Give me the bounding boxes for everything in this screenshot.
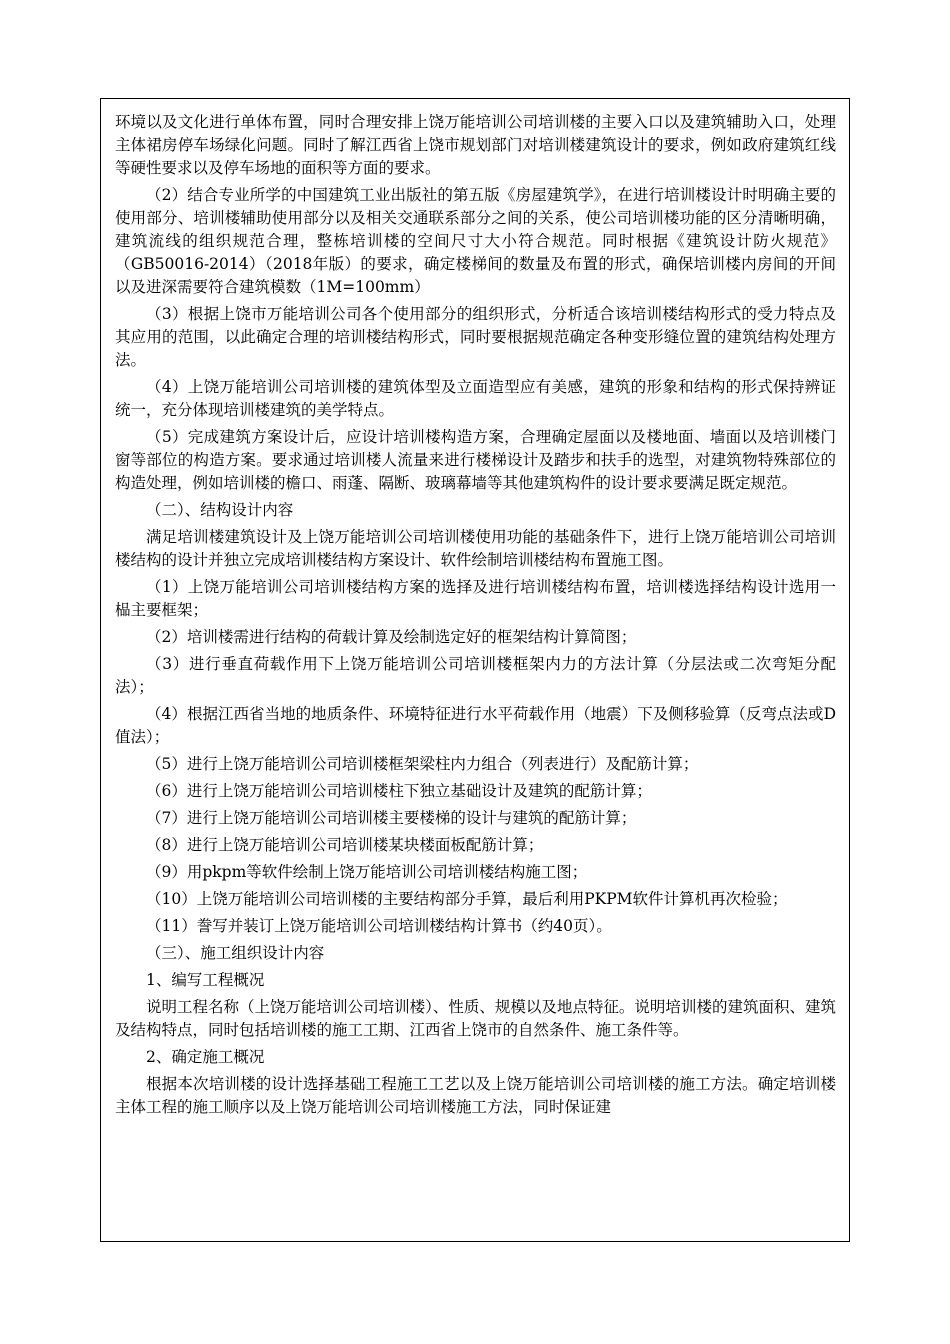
structure-item-3: （3）进行垂直荷载作用下上饶万能培训公司培训楼框架内力的方法计算（分层法或二次弯矩分配法）；: [115, 655, 836, 696]
structure-item-2: （2）培训楼需进行结构的荷载计算及绘制选定好的框架结构计算简图；: [146, 628, 637, 646]
paragraph-item-3: （3）根据上饶市万能培训公司各个使用部分的组织形式，分析适合该培训楼结构形式的受力特点及其应用的范围，以此确定合理的培训楼结构形式，同时要根据规范确定各种变形缝位置的建筑结构处理方法。: [115, 305, 836, 369]
structure-item-9: （9）用pkpm等软件绘制上饶万能培训公司培训楼结构施工图；: [146, 863, 588, 881]
structure-item-8: （8）进行上饶万能培训公司培训楼某块楼面板配筋计算；: [146, 836, 544, 854]
document-body: [101, 99, 849, 1119]
section-heading-structure: （二）、结构设计内容: [146, 501, 294, 519]
paragraph-construction-overview: 根据本次培训楼的设计选择基础工程施工工艺以及上饶万能培训公司培训楼的施工方法。确定培训楼主体工程的施工顺序以及上饶万能培训公司培训楼施工方法，同时保证建: [115, 1075, 836, 1116]
document-table-cell: [100, 98, 850, 1242]
structure-item-4: （4）根据江西省当地的地质条件、环境特征进行水平荷载作用（地震）下及侧移验算（反弯点法或D值法）；: [115, 705, 836, 746]
paragraph-item-5: （5）完成建筑方案设计后，应设计培训楼构造方案，合理确定屋面以及楼地面、墙面以及培训楼门窗等部位的构造方案。要求通过培训楼人流量来进行楼梯设计及踏步和扶手的选型，对建筑物特殊部位的构造处理，例如培训楼的檐口、雨蓬、隔断、玻璃幕墙等其他建筑构件的设计要求要满足既定规范。: [115, 428, 836, 492]
structure-item-11: （11）誊写并装订上饶万能培训公司培训楼结构计算书（约40页）。: [146, 917, 612, 935]
structure-item-7: （7）进行上饶万能培训公司培训楼主要楼梯的设计与建筑的配筋计算；: [146, 809, 637, 827]
subheading-project-overview: 1、编写工程概况: [146, 971, 265, 989]
subheading-construction-overview: 2、确定施工概况: [146, 1048, 265, 1066]
section-heading-construction: （三）、施工组织设计内容: [146, 944, 325, 962]
paragraph-structure-intro: 满足培训楼建筑设计及上饶万能培训公司培训楼使用功能的基础条件下，进行上饶万能培训公司培训楼结构的设计并独立完成培训楼结构方案设计、软件绘制培训楼结构布置施工图。: [115, 528, 836, 569]
paragraph-project-overview: 说明工程名称（上饶万能培训公司培训楼）、性质、规模以及地点特征。说明培训楼的建筑面积、建筑及结构特点，同时包括培训楼的施工工期、江西省上饶市的自然条件、施工条件等。: [115, 998, 836, 1039]
structure-item-10: （10）上饶万能培训公司培训楼的主要结构部分手算，最后利用PKPM软件计算机再次检验；: [146, 890, 788, 908]
paragraph-item-4: （4）上饶万能培训公司培训楼的建筑体型及立面造型应有美感，建筑的形象和结构的形式保持辨证统一，充分体现培训楼建筑的美学特点。: [115, 378, 836, 419]
structure-item-6: （6）进行上饶万能培训公司培训楼柱下独立基础设计及建筑的配筋计算；: [146, 782, 652, 800]
paragraph-intro-continued: 环境以及文化进行单体布置，同时合理安排上饶万能培训公司培训楼的主要入口以及建筑辅助入口，处理主体裙房停车场绿化问题。同时了解江西省上饶市规划部门对培训楼建筑设计的要求，例如政府建筑红线等硬性要求以及停车场地的面积等方面的要求。: [115, 113, 836, 177]
paragraph-item-2: （2）结合专业所学的中国建筑工业出版社的第五版《房屋建筑学》，在进行培训楼设计时明确主要的使用部分、培训楼辅助使用部分以及相关交通联系部分之间的关系，使公司培训楼功能的区分清晰明确，建筑流线的组织规范合理，整栋培训楼的空间尺寸大小符合规范。同时根据《建筑设计防火规范》（GB50016-2014）（2018年版）的要求，确定楼梯间的数量及布置的形式，确保培训楼内房间的开间以及进深需要符合建筑模数（1M=100mm）: [115, 186, 836, 296]
structure-item-5: （5）进行上饶万能培训公司培训楼框架梁柱内力组合（列表进行）及配筋计算；: [146, 755, 699, 773]
structure-item-1: （1）上饶万能培训公司培训楼结构方案的选择及进行培训楼结构布置，培训楼选择结构设计选用一榀主要框架；: [115, 578, 836, 619]
